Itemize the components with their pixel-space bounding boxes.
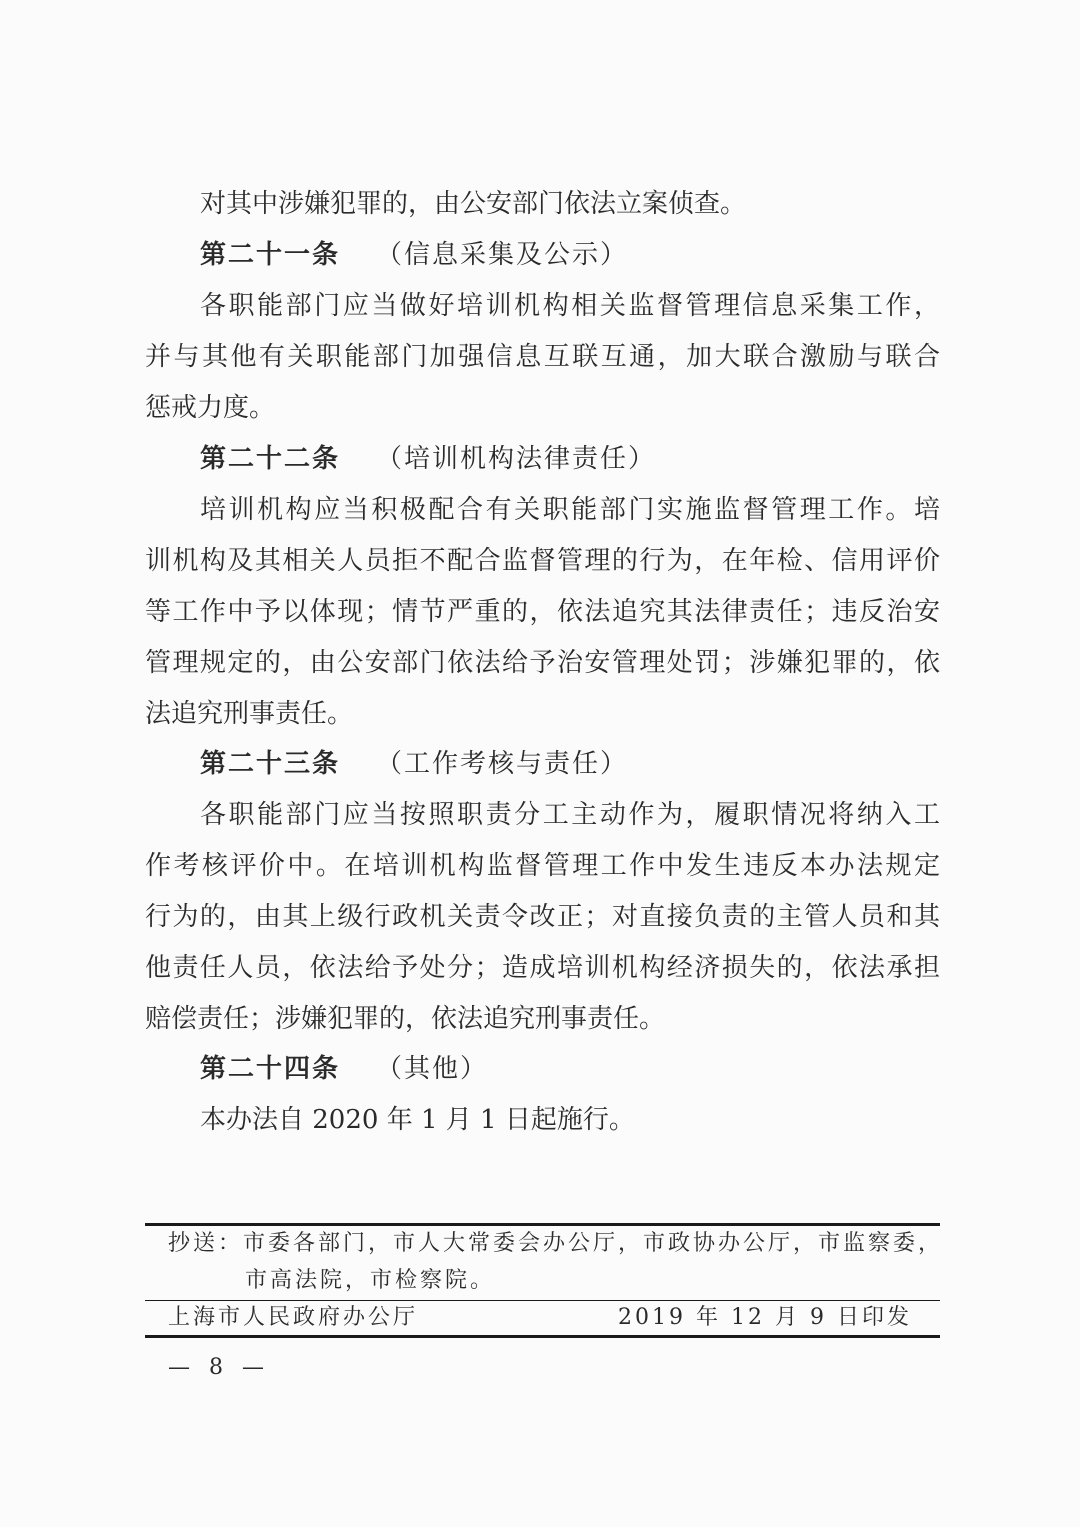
article-heading-21	[200, 229, 940, 281]
article-number: 第二十三条	[200, 749, 341, 779]
body-line: 本办法自 2020 年 1 月 1 日起施行。	[200, 1105, 635, 1135]
body-line: 行为的，由其上级行政机关责令改正；对直接负责的主管人员和其	[145, 902, 940, 932]
article-heading-22	[200, 433, 940, 485]
body-line: 并与其他有关职能部门加强信息互联互通，加大联合激励与联合	[145, 342, 940, 372]
body-line: 作考核评价中。在培训机构监督管理工作中发生违反本办法规定	[145, 851, 940, 881]
body-line: 等工作中予以体现；情节严重的，依法追究其法律责任；违反治安	[145, 597, 940, 627]
body-line: 他责任人员，依法给予处分；造成培训机构经济损失的，依法承担	[145, 953, 940, 983]
article-number: 第二十一条	[200, 240, 341, 270]
body-line: 惩戒力度。	[145, 393, 276, 423]
article-title: （培训机构法律责任）	[376, 444, 657, 474]
cc-recipients-1: 市委各部门，市人大常委会办公厅，市政协办公厅，市监察委，	[243, 1231, 944, 1256]
article-number: 第二十四条	[200, 1054, 341, 1084]
body-line: 赔偿责任；涉嫌犯罪的，依法追究刑事责任。	[145, 1004, 666, 1034]
issue-date: 2019 年 12 月 9 日印发	[618, 1305, 912, 1330]
body-line: 对其中涉嫌犯罪的，由公安部门依法立案侦查。	[200, 189, 747, 219]
article-number: 第二十二条	[200, 444, 341, 474]
article-heading-24	[200, 1043, 940, 1095]
page-number: — 8 —	[168, 1355, 270, 1380]
cc-recipients-2: 市高法院，市检察院。	[245, 1268, 496, 1293]
article-heading-23	[200, 738, 940, 790]
body-line: 管理规定的，由公安部门依法给予治安管理处罚；涉嫌犯罪的，依	[145, 648, 940, 678]
article-title: （工作考核与责任）	[376, 749, 629, 779]
body-line: 各职能部门应当按照职责分工主动作为，履职情况将纳入工	[200, 800, 940, 830]
cc-line-1	[168, 1226, 943, 1262]
body-line: 训机构及其相关人员拒不配合监督管理的行为，在年检、信用评价	[145, 546, 940, 576]
article-title: （信息采集及公示）	[376, 240, 629, 270]
body-line: 培训机构应当积极配合有关职能部门实施监督管理工作。培	[200, 495, 940, 525]
bottom-rule	[145, 1335, 940, 1338]
body-line: 法追究刑事责任。	[145, 699, 354, 729]
article-title: （其他）	[376, 1054, 489, 1084]
issuer-name: 上海市人民政府办公厅	[168, 1305, 419, 1330]
cc-label: 抄送：	[168, 1231, 244, 1256]
body-line: 各职能部门应当做好培训机构相关监督管理信息采集工作，	[200, 291, 940, 321]
